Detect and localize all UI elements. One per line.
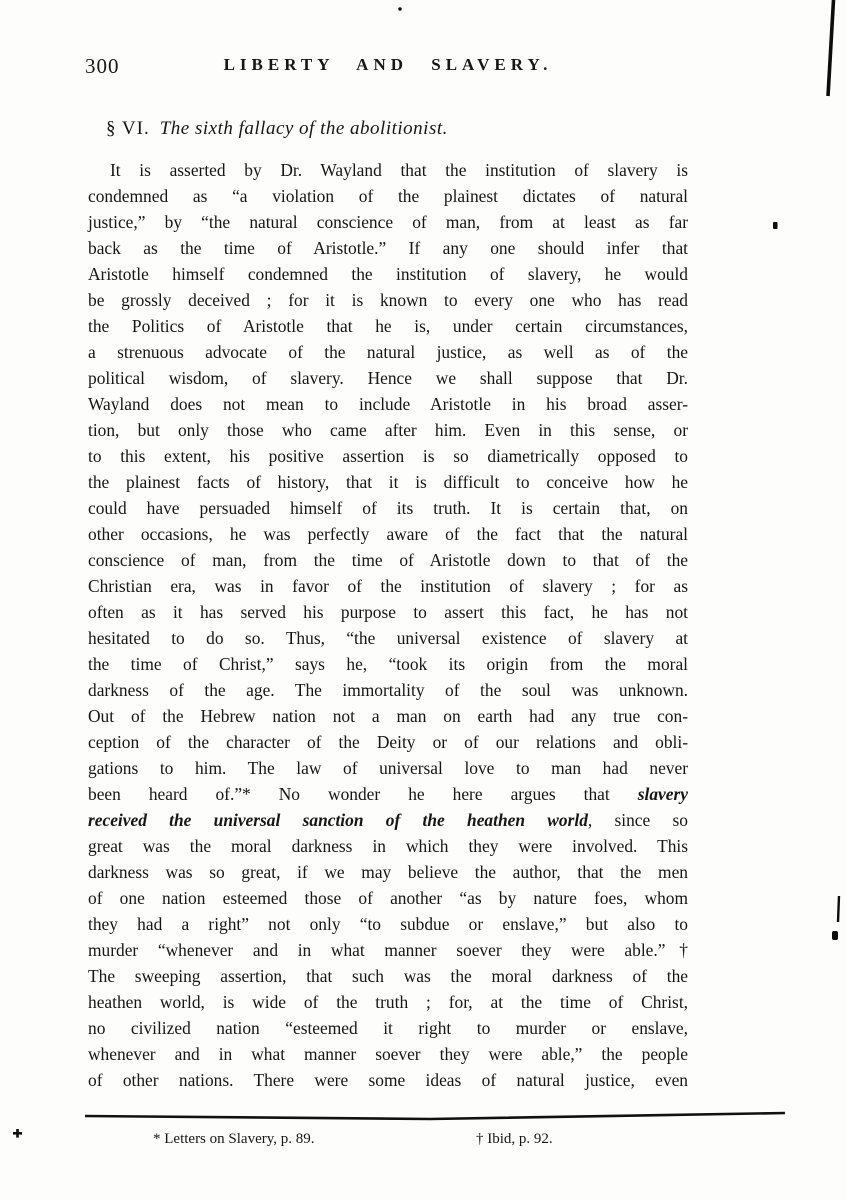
footnote-rule (85, 1113, 785, 1119)
section-heading (106, 118, 448, 140)
page-number: 300 (85, 54, 120, 78)
body-text: murder “whenever and in what manner soever they were able.”† (88, 940, 688, 960)
body-line (88, 235, 688, 261)
running-title: LIBERTY AND SLAVERY. (223, 55, 553, 74)
body-line (88, 547, 688, 573)
body-text: , since so (587, 810, 688, 830)
body-line (88, 755, 688, 781)
body-line (88, 859, 688, 885)
body-line (88, 937, 688, 963)
body-line (88, 313, 688, 339)
body-text: Out of the Hebrew nation not a man on earth had any true con- (88, 706, 688, 726)
body-text: gations to him. The law of universal love to man had never (88, 758, 688, 778)
body-text: tion, but only those who came after him. Even in this sense, or (88, 420, 688, 440)
body-line (88, 339, 688, 365)
body-line (88, 391, 688, 417)
body-line (88, 911, 688, 937)
ink-blob-right (832, 931, 838, 940)
body-text: other occasions, he was perfectly aware of the fact that the natural (88, 524, 688, 544)
body-line (88, 443, 688, 469)
body-line (88, 261, 688, 287)
body-text: conscience of man, from the time of Aristotle down to that of the (88, 550, 688, 570)
body-line (88, 157, 688, 183)
body-text: could have persuaded himself of its truth. It is certain that, on (88, 498, 688, 518)
ink-mark-right-edge (838, 896, 839, 922)
body-line (88, 989, 688, 1015)
body-text: the plainest facts of history, that it is difficult to conceive how he (88, 472, 688, 492)
body-text: Wayland does not mean to include Aristotle in his broad asser- (88, 394, 688, 414)
body-text: justice,” by “the natural conscience of man, from at least as far (88, 212, 688, 232)
body-line (88, 729, 688, 755)
body-paragraph (88, 157, 688, 1093)
body-text: ception of the character of the Deity or of our relations and obli- (88, 732, 688, 752)
body-line (88, 885, 688, 911)
body-line (88, 1067, 688, 1093)
body-line (88, 625, 688, 651)
body-line (88, 1041, 688, 1067)
body-text: back as the time of Aristotle.” If any one should infer that (88, 238, 688, 258)
body-line (88, 807, 688, 833)
body-line (88, 209, 688, 235)
body-line (88, 495, 688, 521)
body-line (88, 1015, 688, 1041)
body-text: political wisdom, of slavery. Hence we shall suppose that Dr. (88, 368, 688, 388)
footnote-letters-on-slavery: * Letters on Slavery, p. 89. (153, 1131, 315, 1147)
body-text: been heard of.”* No wonder he here argues that (88, 784, 638, 804)
body-text: they had a right” not only “to subdue or enslave,” but also to (88, 914, 688, 934)
body-text: Aristotle himself condemned the institution of slavery, he would (88, 264, 688, 284)
body-text: It is asserted by Dr. Wayland that the institution of slavery is (110, 160, 688, 180)
body-line (88, 677, 688, 703)
body-line (88, 287, 688, 313)
body-text: hesitated to do so. Thus, “the universal existence of slavery at (88, 628, 688, 648)
body-text: darkness was so great, if we may believe the author, that the men (88, 862, 688, 882)
body-line (88, 703, 688, 729)
body-text: to this extent, his positive assertion is so diametrically opposed to (88, 446, 688, 466)
section-label: § VI. (106, 118, 150, 139)
body-line (88, 599, 688, 625)
body-text: be grossly deceived ; for it is known to every one who has read (88, 290, 688, 310)
body-line (88, 417, 688, 443)
body-line (88, 833, 688, 859)
body-text: of other nations. There were some ideas of natural justice, even (88, 1070, 688, 1090)
body-line (88, 183, 688, 209)
body-text: The sweeping assertion, that such was the moral darkness of the (88, 966, 688, 986)
body-line (88, 365, 688, 391)
body-text: a strenuous advocate of the natural justice, as well as of the (88, 342, 688, 362)
body-text: of one nation esteemed those of another “as by nature foes, whom (88, 888, 688, 908)
body-text: often as it has served his purpose to assert this fact, he has not (88, 602, 688, 622)
body-line (88, 573, 688, 599)
body-line (88, 521, 688, 547)
ink-dot-top-center (398, 7, 401, 10)
body-text: heathen world, is wide of the truth ; for, at the time of Christ, (88, 992, 688, 1012)
emphasis-text: slavery (637, 784, 688, 804)
body-line (88, 963, 688, 989)
body-text: the Politics of Aristotle that he is, under certain circumstances, (88, 316, 688, 336)
body-text: darkness of the age. The immortality of the soul was unknown. (88, 680, 688, 700)
body-text: whenever and in what manner soever they were able,” the people (88, 1044, 688, 1064)
body-line (88, 651, 688, 677)
body-line (88, 469, 688, 495)
footnote-ibid: † Ibid, p. 92. (476, 1131, 553, 1147)
body-text: Christian era, was in favor of the institution of slavery ; for as (88, 576, 688, 596)
ink-dot-mid-right (773, 222, 778, 229)
ink-mark-top-right (828, 0, 834, 96)
body-line (88, 781, 688, 807)
body-text: condemned as “a violation of the plainest dictates of natural (88, 186, 688, 206)
body-text: the time of Christ,” says he, “took its origin from the moral (88, 654, 688, 674)
emphasis-text: received the universal sanction of the heathen world (88, 810, 588, 830)
section-title: The sixth fallacy of the abolitionist. (159, 118, 448, 139)
body-text: great was the moral darkness in which they were involved. This (88, 836, 688, 856)
ink-cross-bottom-left (13, 1129, 22, 1138)
body-text: no civilized nation “esteemed it right to murder or enslave, (88, 1018, 688, 1038)
